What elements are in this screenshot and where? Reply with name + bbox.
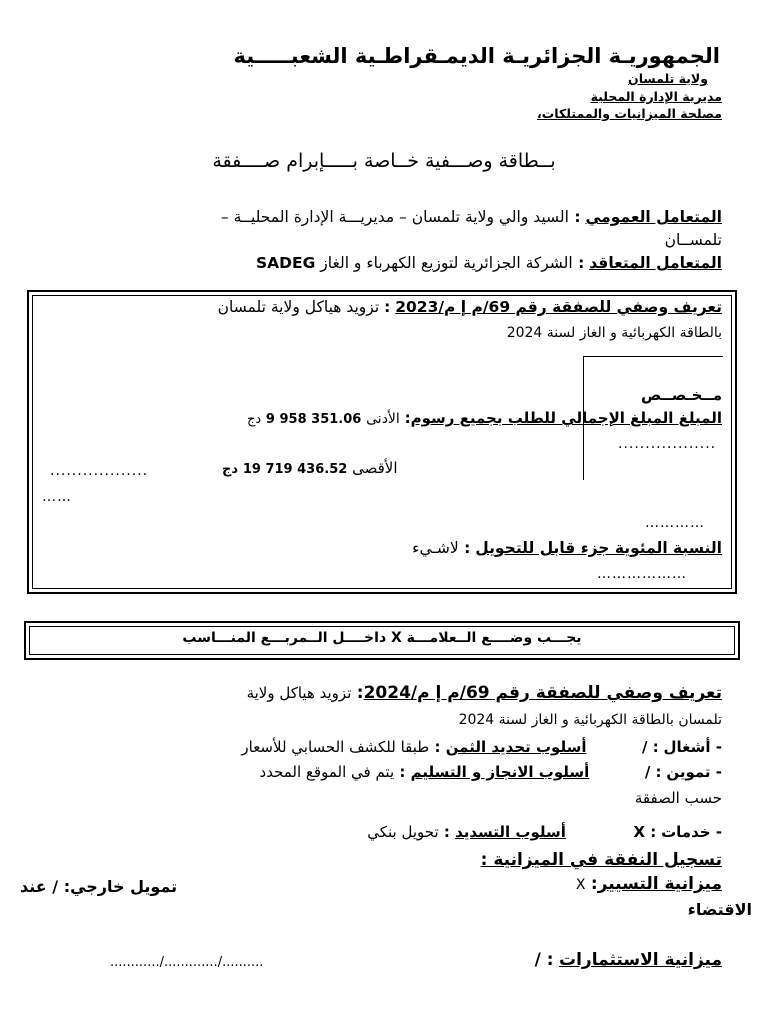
section2-def-value-2: تلمسان بالطاقة الكهربائية و الغاز لسنة 2024 [458, 712, 722, 728]
amount-label: المبلغ المبلغ الإجمالي للطلب بجميع رسوم [410, 409, 722, 427]
works-line: - أشغال : / أسلوب تحديد الثمن : طبقا للكشف الحسابي للأسعار [241, 738, 722, 756]
amount-line: المبلغ المبلغ الإجمالي للطلب بجميع رسوم: الأدنى 351.06 958 9 دج [246, 409, 722, 427]
percent-label: النسبة المئوية جزء قابل للتحويل [475, 539, 722, 557]
republic-title: الجمهوريـة الجزائريـة الديمـقراطـية الشعبـــــية [233, 44, 720, 68]
public-party-line: المتعامل العمومي : السيد والي ولاية تلمسان – مديريـــة الإدارة المحليــة – [220, 208, 722, 226]
supply-sep: : / [644, 763, 662, 781]
external-funding-2: الاقتضاء [687, 900, 752, 919]
supply-line: - تموين : / أسلوب الانجاز و التسليم : يتم في الموقع المحدد [259, 763, 722, 781]
notice-text: يجـــب وضــــع الــعلامـــة X داخــــل الــمربـــع المنـــاسب [182, 630, 582, 646]
investment-dots: ............/............./.......... [110, 955, 264, 970]
card-title: بــطاقة وصـــفية خــاصة بـــــإبرام صــــفقة [212, 150, 556, 172]
max-line [222, 459, 397, 477]
delivery-method-label: أسلوب الانجاز و التسليم [410, 763, 590, 781]
services-line: - خدمات : X أسلوب التسديد : تحويل بنكي [367, 823, 722, 841]
box1-definition-line: تعريف وصفي للصفقة رقم 69/م إ م/2023 : تزويد هياكل ولاية تلمسان [217, 298, 722, 316]
price-method-label: أسلوب تحديد الثمن [445, 738, 587, 756]
box1-def-value: تزويد هياكل ولاية تلمسان [217, 298, 380, 316]
public-party-label: المتعامل العمومي [585, 208, 722, 226]
dots-c: …… [42, 489, 72, 505]
dots-a: .................. [618, 436, 717, 452]
works-label: - أشغال [663, 738, 722, 756]
section2-definition-line: تعريف وصفي للصفقة رقم 69/م إ م/2024: تزويد هياكل ولاية [246, 683, 722, 703]
dots-b: .................. [50, 463, 149, 479]
operating-budget-line: ميزانية التسيير: X [575, 874, 722, 894]
contractor-value: الشركة الجزائرية لتوزيع الكهرباء و الغاز [320, 254, 573, 272]
investment-budget-label: ميزانية الاستثمارات [559, 950, 722, 970]
payment-method-value: تحويل بنكي [367, 823, 439, 841]
operating-budget-mark: X [575, 877, 586, 893]
max-currency: دج [222, 462, 239, 477]
operating-budget-label: ميزانية التسيير [597, 874, 722, 894]
header-service: مصلحة الميزانيات والممتلكات، [536, 106, 722, 121]
max-label: الأقصى [352, 459, 398, 477]
section2-def-label: تعريف وصفي للصفقة رقم 69/م إ م/2024 [363, 683, 722, 703]
delivery-method-value: يتم في الموقع المحدد [259, 763, 395, 781]
services-mark: : X [633, 823, 657, 841]
public-party-value-2: تلمســان [664, 231, 722, 249]
reserved-label: مــخـصــص [641, 386, 722, 404]
dots-e: ……………… [597, 566, 687, 582]
price-method-value: طبقا للكشف الحسابي للأسعار [241, 738, 430, 756]
investment-budget-line [535, 950, 722, 970]
services-label: - خدمات [661, 823, 722, 841]
contractor-code: SADEG [256, 254, 316, 272]
contractor-label: المتعامل المتعاقد [589, 254, 722, 272]
min-value: 351.06 958 9 [265, 412, 362, 427]
min-currency: دج [246, 412, 262, 427]
investment-budget-sep: : / [534, 950, 554, 970]
percent-line: النسبة المئوية جزء قابل للتحويل : لاشـيء [412, 539, 722, 557]
dots-d: ………… [645, 515, 705, 531]
header-directorate: مديرية الإدارة المحلية [590, 89, 722, 104]
delivery-method-value-2: حسب الصفقة [634, 789, 722, 807]
box-horizontal-rule [583, 356, 723, 357]
min-label: الأدنى [366, 411, 400, 427]
max-value: 436.52 719 19 [242, 462, 348, 477]
box1-def-label: تعريف وصفي للصفقة رقم 69/م إ م/2023 [395, 298, 722, 316]
box1-def-value-2: بالطاقة الكهربائية و الغاز لسنة 2024 [506, 325, 722, 341]
budget-record-label: تسجيل النفقة في الميزانية : [480, 850, 722, 870]
external-funding: تمويل خارجي: / عند [20, 877, 178, 896]
contractor-line: المتعامل المتعاقد : الشركة الجزائرية لتوزيع الكهرباء و الغاز SADEG [256, 254, 722, 272]
public-party-value: السيد والي ولاية تلمسان – مديريـــة الإدارة المحليــة – [220, 208, 569, 226]
works-sep: : / [642, 738, 659, 756]
section2-def-value: تزويد هياكل ولاية [246, 684, 352, 702]
payment-method-label: أسلوب التسديد [455, 823, 566, 841]
percent-value: لاشـيء [412, 539, 459, 557]
header-wilaya: ولاية تلمسان [628, 71, 708, 86]
supply-label: - تموين [666, 763, 722, 781]
